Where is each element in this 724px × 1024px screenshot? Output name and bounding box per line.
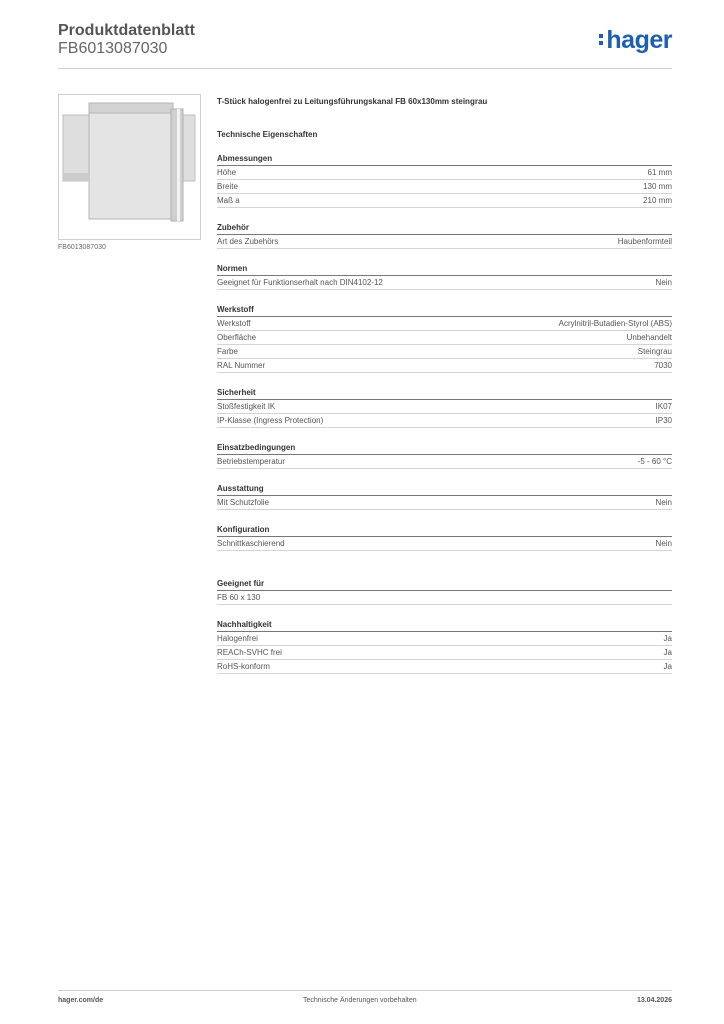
property-row xyxy=(217,194,672,208)
property-label: Halogenfrei xyxy=(217,634,258,643)
group-title: Werkstoff xyxy=(217,303,672,317)
group-title: Nachhaltigkeit xyxy=(217,618,672,632)
group-title: Sicherheit xyxy=(217,386,672,400)
group-title: Konfiguration xyxy=(217,523,672,537)
t-piece-illustration-icon xyxy=(59,95,200,239)
group-zubehoer xyxy=(217,221,672,249)
property-label: Geeignet für Funktionserhalt nach DIN4102-12 xyxy=(217,278,383,287)
product-image xyxy=(58,94,201,240)
property-row xyxy=(217,660,672,674)
image-caption: FB6013087030 xyxy=(58,244,106,251)
property-row xyxy=(217,180,672,194)
property-row xyxy=(217,317,672,331)
property-label: Schnittkaschierend xyxy=(217,539,285,548)
group-sicherheit xyxy=(217,386,672,428)
property-label: Betriebstemperatur xyxy=(217,457,286,466)
property-label: Mit Schutzfolie xyxy=(217,498,270,507)
property-value: IP30 xyxy=(655,416,672,425)
property-label: Werkstoff xyxy=(217,319,251,328)
group-nachhaltigkeit xyxy=(217,618,672,674)
property-value: Acrylnitril-Butadien-Styrol (ABS) xyxy=(558,319,672,328)
property-row xyxy=(217,537,672,551)
property-label: RoHS-konform xyxy=(217,662,270,671)
property-row xyxy=(217,331,672,345)
group-konfiguration xyxy=(217,523,672,551)
property-label: Oberfläche xyxy=(217,333,257,342)
footer-date: 13.04.2026 xyxy=(636,997,672,1004)
group-ausstattung xyxy=(217,482,672,510)
group-title: Geeignet für xyxy=(217,577,672,591)
footer-website-link[interactable]: hager.com/de xyxy=(58,997,104,1004)
property-value: -5 - 60 °C xyxy=(637,457,672,466)
page-header xyxy=(58,20,672,68)
property-label: REACh-SVHC frei xyxy=(217,648,282,657)
technical-properties-heading: Technische Eigenschaften xyxy=(217,130,318,139)
property-label: RAL Nummer xyxy=(217,361,266,370)
group-einsatzbedingungen xyxy=(217,441,672,469)
footer-divider xyxy=(58,990,672,991)
property-value: Nein xyxy=(655,539,672,548)
property-row xyxy=(217,400,672,414)
property-row xyxy=(217,646,672,660)
property-label: Farbe xyxy=(217,347,238,356)
property-label: Höhe xyxy=(217,168,237,177)
property-label: Maß a xyxy=(217,196,240,205)
group-title: Normen xyxy=(217,262,672,276)
group-abmessungen xyxy=(217,152,672,208)
property-value: Nein xyxy=(655,498,672,507)
property-value: Haubenformteil xyxy=(617,237,672,246)
property-value: 7030 xyxy=(654,361,672,370)
hager-logo xyxy=(599,26,672,55)
property-label: Breite xyxy=(217,182,238,191)
property-row xyxy=(217,235,672,249)
property-value: Steingrau xyxy=(637,347,672,356)
property-row xyxy=(217,632,672,646)
group-title: Zubehör xyxy=(217,221,672,235)
group-title: Ausstattung xyxy=(217,482,672,496)
property-label: FB 60 x 130 xyxy=(217,593,261,602)
property-value: 61 mm xyxy=(647,168,672,177)
group-werkstoff xyxy=(217,303,672,373)
property-row xyxy=(217,345,672,359)
footer-notice: Technische Änderungen vorbehalten xyxy=(303,997,417,1004)
header-divider xyxy=(58,68,672,69)
property-row xyxy=(217,414,672,428)
property-row xyxy=(217,166,672,180)
property-value: 130 mm xyxy=(643,182,672,191)
article-number: FB6013087030 xyxy=(58,40,168,57)
property-value: Ja xyxy=(663,648,672,657)
property-value: IK07 xyxy=(655,402,672,411)
logo-dots-icon xyxy=(599,34,604,48)
group-title: Abmessungen xyxy=(217,152,672,166)
property-row xyxy=(217,359,672,373)
property-row xyxy=(217,591,672,605)
group-normen xyxy=(217,262,672,290)
property-row xyxy=(217,496,672,510)
property-value: Nein xyxy=(655,278,672,287)
property-value: Ja xyxy=(663,634,672,643)
property-label: Stoßfestigkeit IK xyxy=(217,402,276,411)
page-title: Produktdatenblatt xyxy=(58,22,195,39)
group-geeignet-fuer xyxy=(217,577,672,605)
product-description: T-Stück halogenfrei zu Leitungsführungskanal FB 60x130mm steingrau xyxy=(217,97,488,106)
property-row xyxy=(217,276,672,290)
property-value: 210 mm xyxy=(643,196,672,205)
property-value: Unbehandelt xyxy=(626,333,672,342)
property-label: Art des Zubehörs xyxy=(217,237,279,246)
property-label: IP-Klasse (Ingress Protection) xyxy=(217,416,324,425)
logo-text: hager xyxy=(606,26,672,54)
property-value: Ja xyxy=(663,662,672,671)
product-details xyxy=(217,97,672,674)
property-row xyxy=(217,455,672,469)
group-title: Einsatzbedingungen xyxy=(217,441,672,455)
